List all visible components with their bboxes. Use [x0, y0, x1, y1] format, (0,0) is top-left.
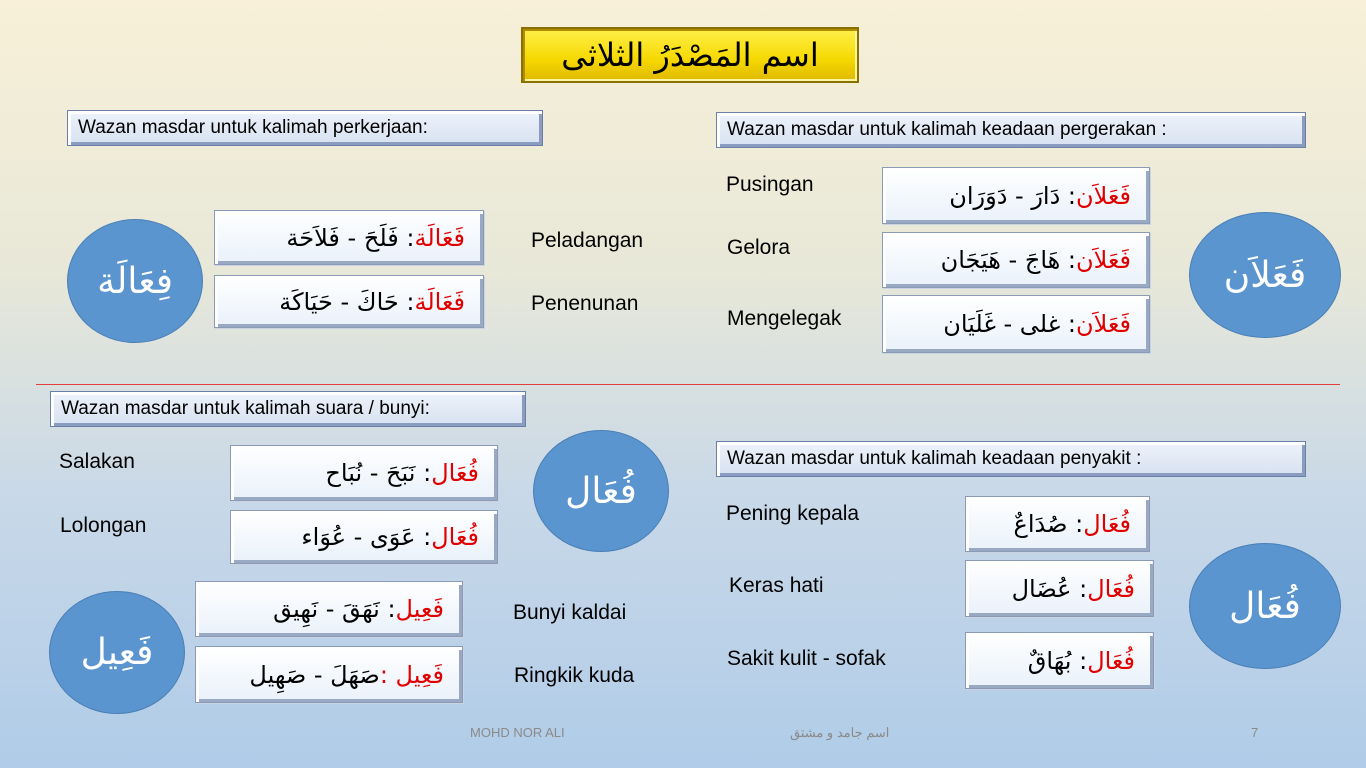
wazan-circle-fuaal-2: فُعَال: [1189, 543, 1341, 669]
wazan-text: فُعَال: [1083, 510, 1131, 538]
wazan-circle-fuaal: فُعَال: [533, 430, 669, 552]
meaning-label: Bunyi kaldai: [513, 601, 627, 624]
example-box: [882, 167, 1150, 224]
example-box: [965, 632, 1154, 689]
slide-title: اسم المَصْدَرُ الثلاثى: [521, 27, 859, 83]
wazan-text: فَعَالَة: [414, 223, 465, 252]
example-box: [965, 496, 1150, 552]
example-box: [214, 210, 484, 265]
wazan-text: فَعَلاَن: [1076, 310, 1131, 338]
section-divider: [36, 384, 1340, 385]
example-box: [230, 445, 498, 501]
wazan-text: فَعَلاَن: [1076, 181, 1131, 210]
example-text: : غلى - غَلَيَان: [943, 310, 1076, 338]
meaning-label: Gelora: [727, 236, 791, 259]
wazan-text: فَعِيل :: [379, 660, 444, 689]
header-pergerakan: Wazan masdar untuk kalimah keadaan pergerakan :: [716, 112, 1306, 148]
example-text: : عَوَى - عُوَاء: [301, 523, 432, 551]
example-text: : عُضَال: [1011, 574, 1088, 603]
wazan-circle-fail: فَعِيل: [49, 591, 185, 714]
meaning-label: Ringkik kuda: [514, 664, 635, 687]
wazan-text: فُعَال: [1087, 646, 1135, 675]
example-box: [965, 560, 1154, 617]
footer-topic: اسم جامد و مشتق: [790, 725, 890, 740]
example-box: [214, 275, 484, 328]
header-penyakit: Wazan masdar untuk kalimah keadaan penyakit :: [716, 441, 1306, 477]
meaning-label: Mengelegak: [727, 307, 842, 330]
wazan-text: فُعَال: [431, 459, 479, 487]
meaning-label: Salakan: [59, 450, 135, 473]
meaning-label: Peladangan: [531, 229, 644, 252]
example-text: : بُهَاقٌ: [1027, 646, 1088, 675]
example-text: : نَبَحَ - نُبَاح: [325, 459, 432, 487]
example-text: : نَهَقَ - نَهِيق: [273, 595, 396, 623]
header-suara: Wazan masdar untuk kalimah suara / bunyi:: [50, 391, 526, 427]
example-box: [230, 510, 498, 564]
meaning-label: Keras hati: [729, 574, 824, 597]
meaning-label: Pusingan: [726, 173, 814, 196]
example-text: : حَاكَ - حَيَاكَة: [279, 287, 415, 316]
wazan-text: فُعَال: [431, 523, 479, 551]
meaning-label: Pening kepala: [726, 502, 860, 525]
example-text: : هَاجَ - هَيَجَان: [940, 246, 1076, 274]
wazan-text: فُعَال: [1087, 574, 1135, 603]
meaning-label: Lolongan: [60, 514, 147, 537]
wazan-text: فَعِيل: [395, 595, 444, 623]
wazan-circle-faalaan: فَعَلاَن: [1189, 212, 1341, 338]
example-box: [195, 646, 463, 703]
wazan-circle-fiaalah: فِعَالَة: [67, 219, 203, 343]
page-number: 7: [1251, 725, 1259, 740]
example-text: : صُدَاعٌ: [1013, 510, 1084, 538]
meaning-label: Sakit kulit - sofak: [727, 647, 886, 670]
footer-author: MOHD NOR ALI: [470, 725, 565, 740]
meaning-label: Penenunan: [531, 292, 639, 315]
example-text: : دَارَ - دَوَرَان: [949, 181, 1076, 210]
example-box: [882, 232, 1150, 288]
example-text: : فَلَحَ - فَلاَحَة: [286, 223, 415, 252]
wazan-text: فَعَالَة: [414, 287, 465, 316]
wazan-text: فَعَلاَن: [1076, 246, 1131, 274]
example-box: [882, 295, 1150, 353]
header-perkerjaan: Wazan masdar untuk kalimah perkerjaan:: [67, 110, 543, 146]
example-text: صَهَلَ - صَهِيل: [249, 660, 380, 689]
example-box: [195, 581, 463, 637]
